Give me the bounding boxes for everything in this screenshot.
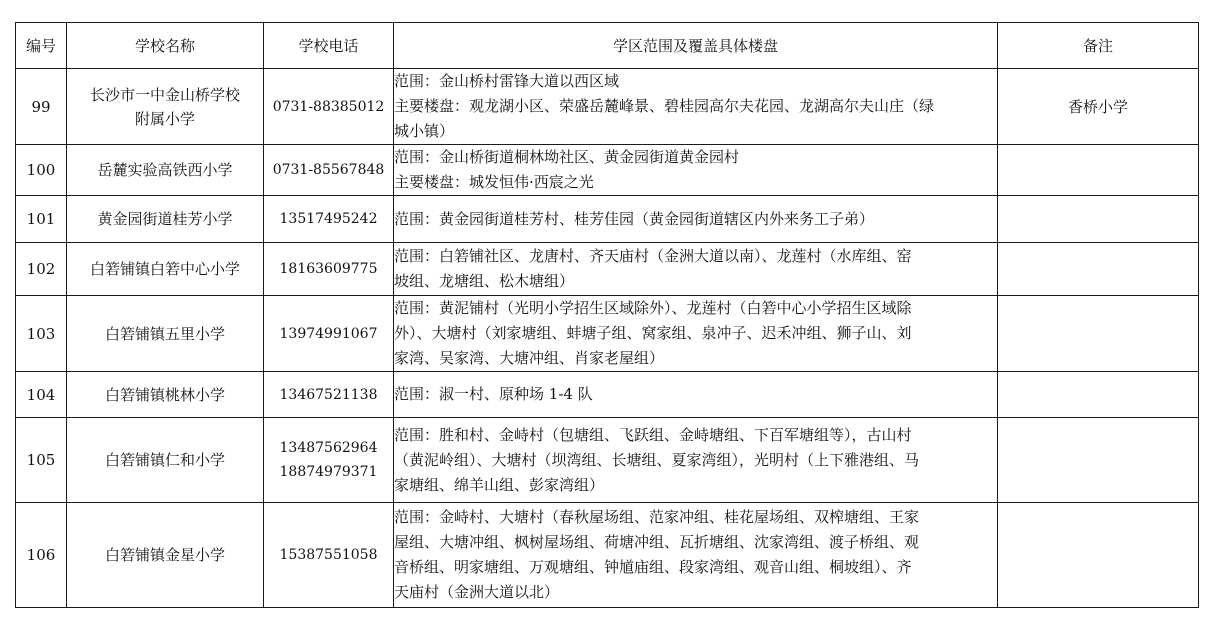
scope-line: 主要楼盘：观龙湖小区、荣盛岳麓峰景、碧桂园高尔夫花园、龙湖高尔夫山庄（绿 (394, 97, 935, 115)
note (998, 296, 1199, 372)
school-phone (264, 69, 394, 145)
row-number: 106 (16, 503, 67, 608)
school-name (67, 503, 264, 608)
school-name (67, 196, 264, 243)
school-name (67, 418, 264, 503)
table-row (16, 196, 1199, 243)
note (998, 503, 1199, 608)
phone-number: 13467521138 (279, 386, 378, 403)
header-no: 编号 (16, 23, 67, 69)
district-scope (394, 196, 998, 243)
scope-line: 范围：黄金园街道桂芳村、桂芳佳园（黄金园街道辖区内外来务工子弟） (394, 209, 875, 228)
district-scope (394, 145, 998, 196)
school-phone (264, 196, 394, 243)
note (998, 372, 1199, 418)
table-row (16, 503, 1199, 608)
phone-number: 13974991067 (279, 325, 378, 342)
school-name (67, 69, 264, 145)
table-row (16, 296, 1199, 372)
district-scope (394, 372, 998, 418)
school-phone (264, 503, 394, 608)
school-name-line: 白箬铺镇桃林小学 (104, 385, 225, 404)
note (998, 243, 1199, 296)
phone-number: 13517495242 (279, 211, 378, 227)
school-name-line: 白箬铺镇金星小学 (104, 546, 225, 564)
row-number: 102 (16, 243, 67, 296)
header-school-phone: 学校电话 (264, 23, 394, 69)
scope-line: 范围：淑一村、原种场 1-4 队 (394, 385, 593, 403)
phone-number: 18874979371 (279, 464, 378, 480)
school-name (67, 243, 264, 296)
school-name-line: 白箬铺镇仁和小学 (104, 451, 225, 469)
scope-line: 城小镇） (394, 122, 455, 140)
school-phone (264, 418, 394, 503)
table-body (16, 69, 1199, 608)
row-number: 101 (16, 196, 67, 243)
header-school-name: 学校名称 (67, 23, 264, 69)
scope-line: 家湾、吴家湾、大塘冲组、肖家老屋组） (394, 349, 665, 367)
row-number: 104 (16, 372, 67, 418)
school-name-line: 白箬铺镇白箬中心小学 (89, 260, 240, 278)
row-number: 105 (16, 418, 67, 503)
header-note: 备注 (998, 23, 1199, 69)
phone-number: 15387551058 (279, 547, 378, 563)
note (998, 145, 1199, 196)
phone-number: 13487562964 (279, 440, 378, 456)
school-name (67, 372, 264, 418)
note: 香桥小学 (998, 69, 1199, 145)
district-scope (394, 69, 998, 145)
note (998, 196, 1199, 243)
school-phone (264, 372, 394, 418)
school-district-table (15, 22, 1199, 608)
district-scope (394, 296, 998, 372)
phone-number: 0731-88385012 (272, 98, 385, 115)
school-phone (264, 145, 394, 196)
school-name-line: 岳麓实验高铁西小学 (97, 161, 233, 179)
school-name (67, 145, 264, 196)
school-phone (264, 243, 394, 296)
scope-line: （黄泥岭组）、大塘村（坝湾组、长塘组、夏家湾组），光明村（上下雅港组、马 (394, 450, 920, 469)
table-row (16, 372, 1199, 418)
table-row (16, 69, 1199, 145)
table-row (16, 243, 1199, 296)
school-name-line: 附属小学 (134, 109, 195, 128)
district-scope (394, 243, 998, 296)
row-number: 99 (16, 69, 67, 145)
phone-number: 18163609775 (279, 261, 378, 277)
district-scope (394, 418, 998, 503)
header-row (16, 23, 1199, 69)
scope-line: 外）、大塘村（刘家塘组、蚌塘子组、窝家组、泉冲子、迟禾冲组、狮子山、刘 (394, 324, 912, 342)
school-phone (264, 296, 394, 372)
scope-line: 天庙村（金洲大道以北） (394, 583, 560, 601)
district-scope (394, 503, 998, 608)
scope-line: 范围：胜和村、金峙村（包塘组、飞跃组、金峙塘组、下百军塘组等），古山村 (394, 425, 912, 444)
scope-line: 范围：金山桥街道桐林坳社区、黄金园街道黄金园村 (394, 148, 740, 166)
row-number: 103 (16, 296, 67, 372)
school-name-line: 白箬铺镇五里小学 (104, 324, 225, 343)
table-row (16, 145, 1199, 196)
scope-line: 主要楼盘：城发恒伟·西宸之光 (394, 173, 594, 191)
note (998, 418, 1199, 503)
table-row (16, 418, 1199, 503)
scope-line: 范围：金峙村、大塘村（春秋屋场组、范家冲组、桂花屋场组、双榨塘组、王家 (394, 508, 920, 526)
phone-number: 0731-85567848 (272, 162, 385, 178)
scope-line: 坡组、龙塘组、松木塘组） (394, 272, 575, 290)
scope-line: 范围：白箬铺社区、龙唐村、齐天庙村（金洲大道以南）、龙莲村（水库组、窑 (394, 247, 912, 265)
scope-line: 音桥组、明家塘组、万观塘组、钟馗庙组、段家湾组、观音山组、桐坡组）、齐 (394, 558, 912, 576)
school-name-line: 长沙市一中金山桥学校 (89, 85, 240, 104)
row-number: 100 (16, 145, 67, 196)
scope-line: 屋组、大塘冲组、枫树屋场组、荷塘冲组、瓦折塘组、沈家湾组、渡子桥组、观 (394, 533, 920, 551)
scope-line: 家塘组、绵羊山组、彭家湾组） (394, 475, 605, 494)
school-name (67, 296, 264, 372)
scope-line: 范围：金山桥村雷锋大道以西区域 (394, 72, 620, 90)
header-district-scope: 学区范围及覆盖具体楼盘 (394, 23, 998, 69)
scope-line: 范围：黄泥铺村（光明小学招生区域除外）、龙莲村（白箬中心小学招生区域除 (394, 299, 912, 317)
school-name-line: 黄金园街道桂芳小学 (97, 210, 233, 228)
